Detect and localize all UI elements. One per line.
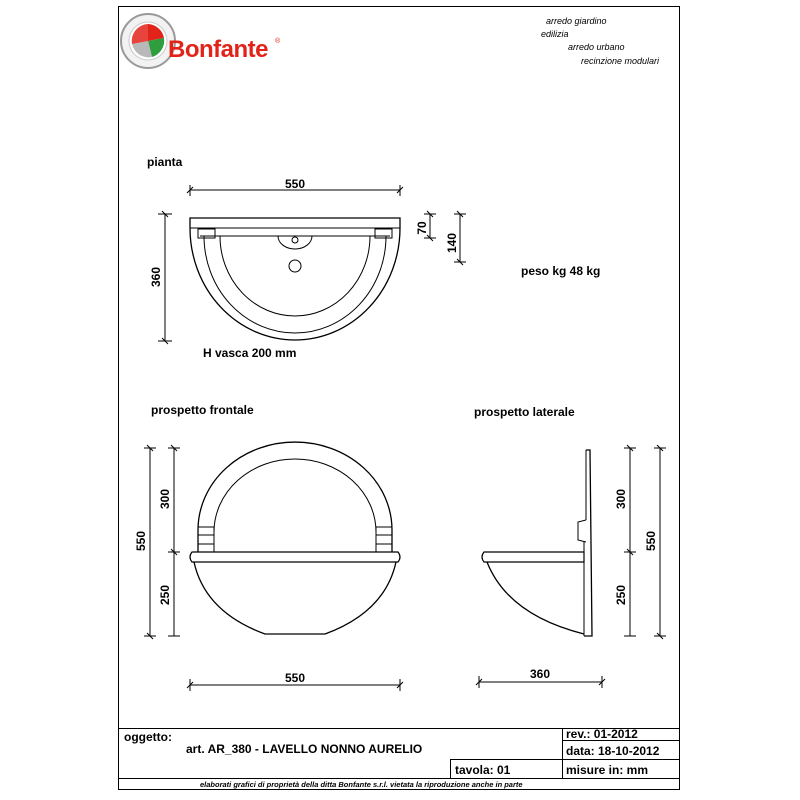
front-height-value: 550 — [134, 530, 148, 552]
title-block-divider-vertical — [562, 728, 563, 778]
side-height-value: 550 — [644, 530, 658, 552]
side-view-label: prospetto laterale — [474, 405, 575, 419]
plan-width-value: 550 — [284, 177, 306, 191]
tagline-fences: recinzione modulari — [581, 56, 660, 66]
brand-logo-text: Bonfante — [168, 36, 268, 63]
front-view-drawing — [190, 442, 400, 634]
title-block-sheet-divider — [450, 759, 451, 778]
plan-view-label: pianta — [147, 155, 183, 169]
subject-label: oggetto: — [124, 730, 172, 744]
side-lower-value: 250 — [614, 584, 628, 606]
front-upper-value: 300 — [158, 488, 172, 510]
plan-view-drawing — [190, 218, 400, 340]
title-block-row-line-2 — [450, 759, 680, 760]
registered-mark: ® — [275, 38, 281, 45]
plan-rim-value: 70 — [415, 221, 429, 235]
basin-height-note: H vasca 200 mm — [203, 346, 297, 360]
plan-back-value: 140 — [445, 232, 459, 254]
units-value: misure in: mm — [566, 763, 649, 777]
side-view-drawing — [482, 450, 592, 636]
revision-value: rev.: 01-2012 — [566, 727, 638, 741]
title-block-bottom-border — [118, 778, 680, 779]
front-width-value: 550 — [284, 671, 306, 685]
front-view-label: prospetto frontale — [151, 403, 254, 417]
tagline-building: edilizia — [541, 29, 569, 39]
front-split-dimension — [168, 448, 180, 636]
subject-value: art. AR_380 - LAVELLO NONNO AURELIO — [186, 742, 423, 756]
ownership-footer: elaborati grafici di proprietà della ditta Bonfante s.r.l. vietata la riproduzione anche in parte — [200, 780, 523, 789]
date-value: data: 18-10-2012 — [566, 744, 660, 758]
side-depth-value: 360 — [529, 667, 551, 681]
front-lower-value: 250 — [158, 584, 172, 606]
weight-note: peso kg 48 kg — [521, 264, 601, 278]
sheet-number: tavola: 01 — [455, 763, 511, 777]
plan-depth-value: 360 — [149, 266, 163, 288]
tagline-urban: arredo urbano — [568, 42, 625, 52]
side-upper-value: 300 — [614, 488, 628, 510]
tagline-garden: arredo giardino — [546, 16, 607, 26]
side-split-dimension — [624, 448, 636, 636]
